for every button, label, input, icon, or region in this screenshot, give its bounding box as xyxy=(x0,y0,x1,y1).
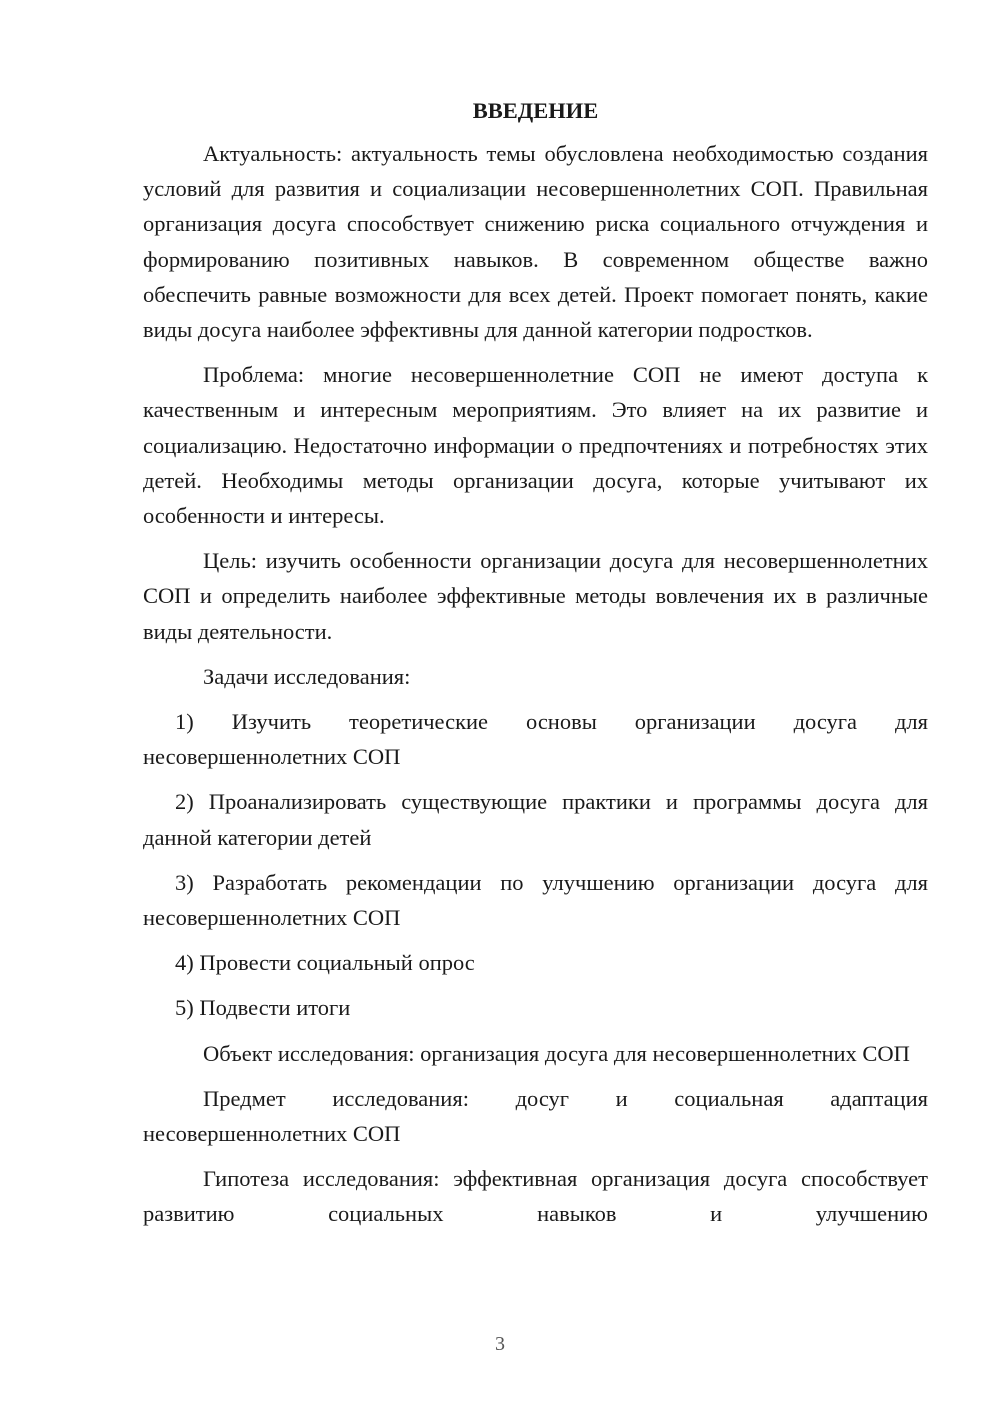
paragraph-hypothesis: Гипотеза исследования: эффективная организация досуга способствует развитию социальных навыков и улучшению xyxy=(143,1166,928,1227)
tasks-heading: Задачи исследования: xyxy=(203,663,411,689)
document-page xyxy=(143,96,928,1242)
task-item-4: 4) Провести социальный опрос xyxy=(175,950,475,976)
page-number: 3 xyxy=(495,1333,505,1355)
task-item-3: 3) Разработать рекомендации по улучшению организации досуга для несовершеннолетних СОП xyxy=(143,869,928,931)
task-item-1: 1) Изучить теоретические основы организации досуга для несовершеннолетних СОП xyxy=(143,709,928,770)
paragraph-problem: Проблема: многие несовершеннолетние СОП не имеют доступа к качественным и интересным мероприятиям. Это влияет на их развитие и социализацию. Недостаточно информации о предпочтениях и потребностях этих детей. Необходимы методы организации досуга, которые учитывают их особенности и интересы. xyxy=(143,362,928,529)
task-item-5: 5) Подвести итоги xyxy=(175,995,351,1021)
paragraph-goal: Цель: изучить особенности организации досуга для несовершеннолетних СОП и определить наиболее эффективные методы вовлечения их в различные виды деятельности. xyxy=(143,548,928,644)
paragraph-subject: Предмет исследования: досуг и социальная адаптация несовершеннолетних СОП xyxy=(143,1085,928,1147)
section-title: ВВЕДЕНИЕ xyxy=(472,98,599,123)
task-item-2: 2) Проанализировать существующие практики и программы досуга для данной категории детей xyxy=(143,789,928,850)
paragraph-object: Объект исследования: организация досуга для несовершеннолетних СОП xyxy=(203,1040,910,1066)
paragraph-relevance: Актуальность: актуальность темы обусловлена необходимостью создания условий для развития и социализации несовершеннолетних СОП. Правильная организация досуга способствует снижению риска социального отчуждения и формированию позитивных навыков. В современном обществе важно обеспечить равные возможности для всех детей. Проект помогает понять, какие виды досуга наиболее эффективны для данной категории подростков. xyxy=(143,141,928,343)
